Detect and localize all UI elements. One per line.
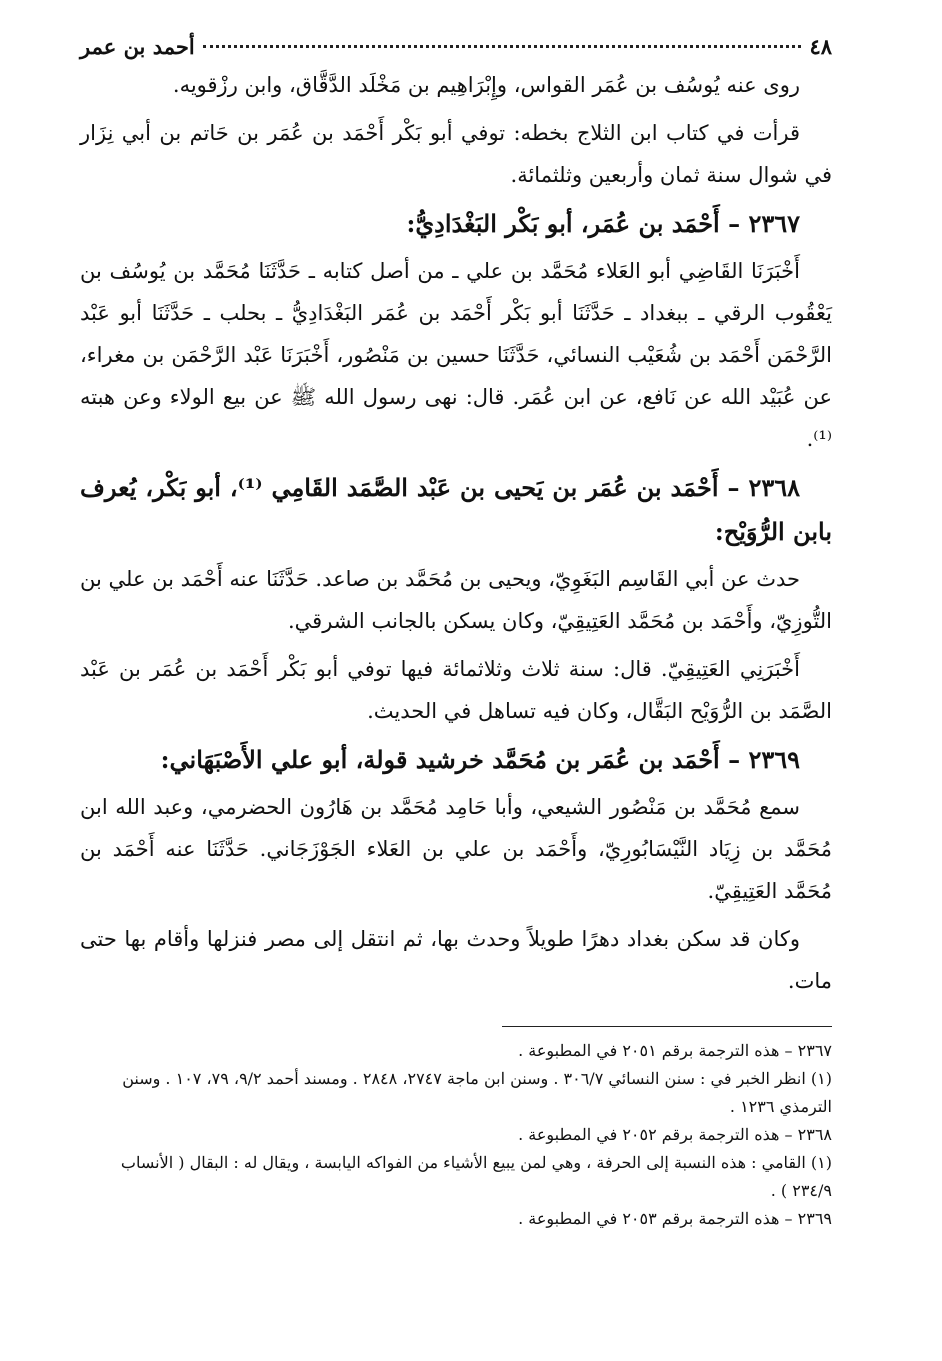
footnote: ٢٣٦٩ – هذه الترجمة برقم ٢٠٥٣ في المطبوعة . (518, 1209, 832, 1228)
footnote: (١) القامي : هذه النسبة إلى الحرفة ، وهي لمن يبيع الأشياء من الفواكه اليابسة ، ويقال له : البقال ( الأنساب ٢٣٤/٩ ) . (120, 1153, 832, 1200)
footnote: ٢٣٦٨ – هذه الترجمة برقم ٢٠٥٢ في المطبوعة . (518, 1125, 832, 1144)
header-dotted-leader (203, 45, 802, 48)
entry-title: ٢٣٦٧ – أَحْمَد بن عُمَر، أبو بَكْر البَغْدَادِيُّ: (406, 209, 800, 238)
entry-paragraph: أَخْبَرَنَا القَاضِي أبو العَلاء مُحَمَّد بن علي ـ من أصل كتابه ـ حَدَّثَنَا مُحَمَّد بن يُوسُف بن يَعْقُوب الرقي ـ ببغداد ـ حَدَّثَنَا أبو بَكْر أَحْمَد بن عُمَر البَغْدَادِيُّ ـ بحلب ـ حَدَّثَنَا أبو عَبْد الرَّحْمَن أَحْمَد بن شُعَيْب النسائي، حَدَّثَنَا حسين بن مَنْصُور، أَخْبَرَنَا عَبْد الرَّحْمَن بن مغراء، عن عُبَيْد الله عن نَافع، عن ابن عُمَر. قال: نهى رسول الله ﷺ عن بيع الولاء وعن هبته ⁽¹⁾. (80, 259, 832, 451)
entry-paragraph: حدث عن أبي القَاسِم البَغَوِيّ، ويحيى بن مُحَمَّد بن صاعد. حَدَّثَنَا عنه أَحْمَد بن علي بن التُّوزِيّ، وأَحْمَد بن مُحَمَّد العَتِيقِيّ، وكان يسكن بالجانب الشرقي. (80, 567, 832, 633)
page-header (80, 30, 832, 64)
entry-paragraph: وكان قد سكن بغداد دهرًا طويلاً وحدث بها، ثم انتقل إلى مصر فنزلها وأقام بها حتى مات. (80, 927, 832, 993)
intro-paragraph: روى عنه يُوسُف بن عُمَر القواس، وإِبْرَاهِيم بن مَخْلَد الدَّقَّاق، وابن رزْقويه. (172, 73, 800, 97)
page (80, 30, 832, 1233)
page-number: ٤٨ (809, 34, 832, 59)
footnote-separator (502, 1026, 832, 1027)
entry-paragraph: أَخْبَرَنِي العَتِيقِيّ. قال: سنة ثلاث وثلاثمائة فيها توفي أبو بَكْر أَحْمَد بن عُمَر بن عَبْد الصَّمَد بن الرُّوَيْح البَقَّال، وكان فيه تساهل في الحديث. (80, 657, 832, 723)
footnote: (١) انظر الخبر في : سنن النسائي ٣٠٦/٧ . وسنن ابن ماجة ٢٧٤٧، ٢٨٤٨ . ومسند أحمد ٩/٢، ٧٩، ١٠٧ . وسنن الترمذي ١٢٣٦ . (122, 1069, 832, 1116)
footnotes (80, 1037, 832, 1233)
main-text (80, 64, 832, 1002)
entry-title: ٢٣٦٨ – أَحْمَد بن عُمَر بن يَحيى بن عَبْد الصَّمَد القَامِي ⁽¹⁾، أبو بَكْر، يُعرف بابن الرُّوَيْح: (80, 473, 832, 546)
entry-title: ٢٣٦٩ – أَحْمَد بن عُمَر بن مُحَمَّد خرشيد قولة، أبو علي الأَصْبَهَاني: (160, 745, 800, 774)
running-title: أحمد بن عمر (80, 34, 195, 59)
entry-paragraph: سمع مُحَمَّد بن مَنْصُور الشيعي، وأبا حَامِد مُحَمَّد بن هَارُون الحضرمي، وعبد الله ابن مُحَمَّد بن زِيَاد النَّيْسَابُورِيّ، وأَحْمَد بن علي بن العَلاء الجَوْزَجَاني. حَدَّثَنَا عنه أَحْمَد بن مُحَمَّد العَتِيقِيّ. (80, 795, 832, 903)
footnote: ٢٣٦٧ – هذه الترجمة برقم ٢٠٥١ في المطبوعة . (518, 1041, 832, 1060)
intro-paragraph: قرأت في كتاب ابن الثلاج بخطه: توفي أبو بَكْر أَحْمَد بن عُمَر بن حَاتم بن أبي نِزَار في شوال سنة ثمان وأربعين وثلثمائة. (80, 121, 832, 187)
